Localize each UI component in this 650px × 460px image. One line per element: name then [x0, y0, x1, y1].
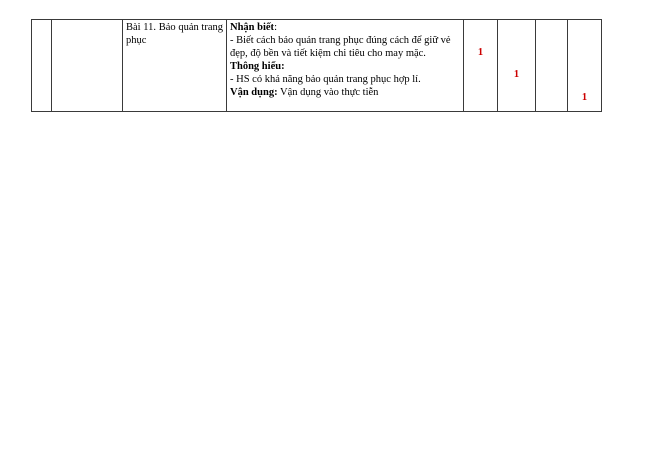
recognize-heading: Nhận biết	[230, 22, 275, 33]
requirements-cell	[227, 20, 464, 112]
apply-count-cell	[568, 20, 602, 112]
understand-count-cell	[498, 20, 536, 112]
lesson-name: Bài 11. Bảo quản trang phục	[126, 22, 223, 46]
recognize-line-2: đẹp, độ bền và tiết kiệm chi tiêu cho may mặc.	[230, 48, 426, 59]
apply-count: 1	[581, 92, 588, 103]
recognize-heading-colon: :	[274, 22, 277, 33]
understand-count: 1	[513, 69, 520, 80]
assessment-matrix-table	[31, 19, 602, 112]
recognize-count: 1	[477, 47, 484, 58]
apply-heading: Vận dụng:	[230, 87, 278, 98]
topic-cell	[52, 20, 123, 112]
lesson-cell	[123, 20, 227, 112]
index-cell	[32, 20, 52, 112]
recognize-count-cell	[464, 20, 498, 112]
apply-text: Vận dụng vào thực tiễn	[277, 87, 379, 98]
empty-count-cell	[536, 20, 568, 112]
understand-heading: Thông hiểu:	[230, 61, 285, 72]
apply-line	[230, 86, 460, 99]
recognize-line-1: - Biết cách bảo quản trang phục đúng cách để giữ vẻ	[230, 35, 451, 46]
understand-line-1: - HS có khả năng bảo quản trang phục hợp lí.	[230, 74, 421, 85]
table-row	[32, 20, 602, 112]
recognize-heading-line	[230, 21, 460, 34]
